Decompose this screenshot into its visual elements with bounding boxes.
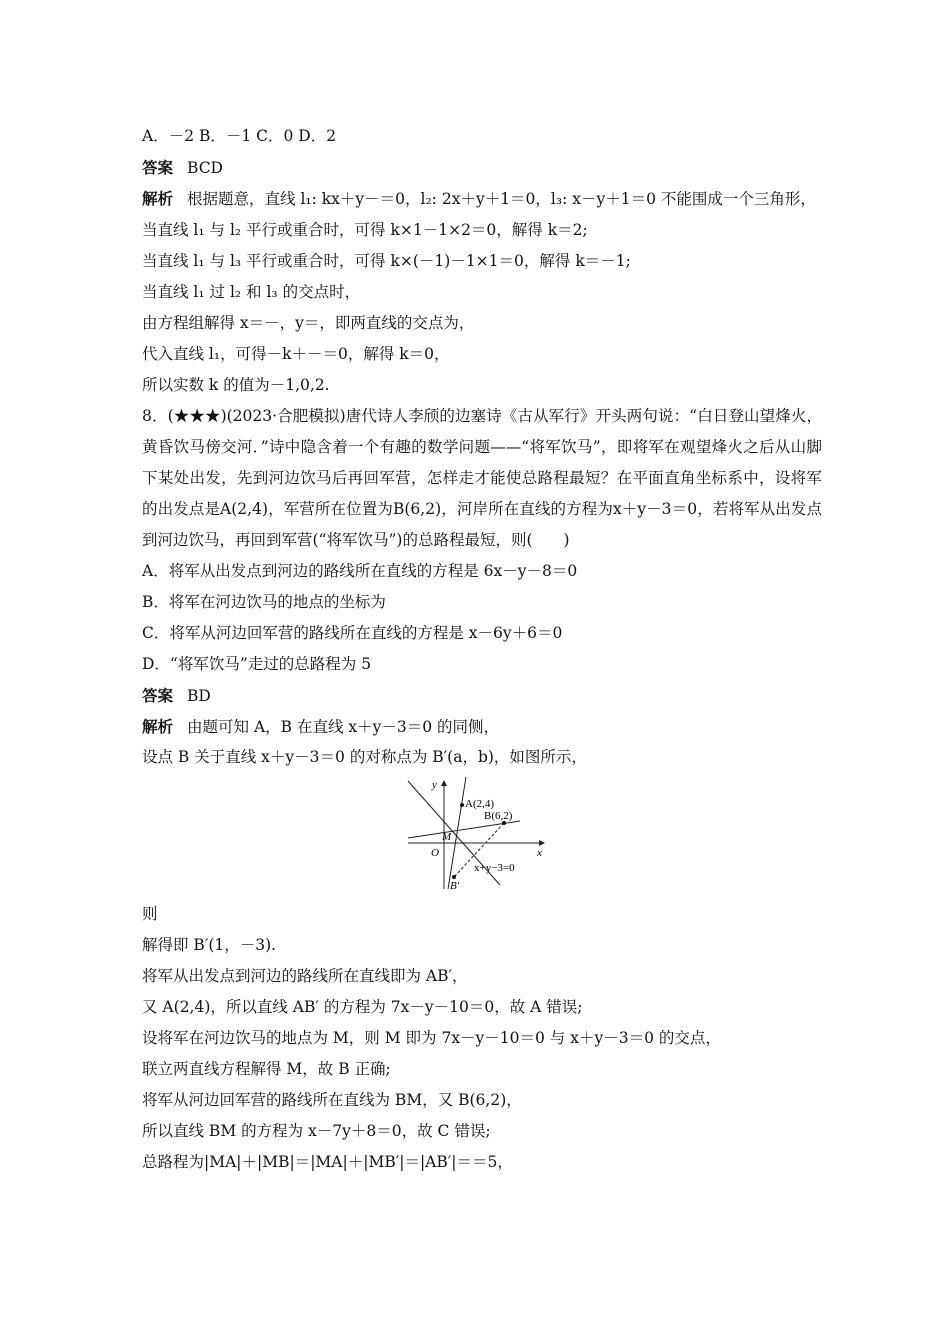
q7-analysis-line: 由方程组解得 x＝－，y＝，即两直线的交点为， bbox=[142, 314, 475, 332]
q8-after-line: 总路程为|MA|＋|MB|＝|MA|＋|MB′|＝|AB′|＝＝5， bbox=[142, 1153, 513, 1171]
coordinate-diagram bbox=[404, 775, 554, 893]
q8-setup: 设点 B 关于直线 x＋y－3＝0 的对称点为 B′(a，b)，如图所示， bbox=[142, 748, 587, 766]
label-y: y bbox=[432, 779, 437, 791]
q7-analysis-line: 当直线 l₁ 过 l₂ 和 l₃ 的交点时， bbox=[142, 283, 361, 301]
q7-analysis-line: 当直线 l₁ 与 l₂ 平行或重合时，可得 k×1－1×2＝0，解得 k＝2; bbox=[142, 221, 588, 239]
label-x: x bbox=[537, 847, 542, 859]
q8-option-d: D．“将军饮马”走过的总路程为 5 bbox=[142, 655, 372, 673]
q8-option-a: A．将军从出发点到河边的路线所在直线的方程是 6x－y－8＝0 bbox=[142, 562, 578, 580]
q8-option-b: B．将军在河边饮马的地点的坐标为 bbox=[142, 593, 386, 611]
q8-analysis-text: 由题可知 A，B 在直线 x＋y－3＝0 的同侧， bbox=[187, 718, 500, 736]
q8-after-line: 所以直线 BM 的方程为 x－7y＋8＝0，故 C 错误; bbox=[142, 1122, 491, 1140]
q8-answer: BD bbox=[187, 687, 211, 705]
analysis-label: 解析 bbox=[142, 717, 174, 736]
answer-label: 答案 bbox=[142, 686, 174, 705]
q8-after-line: 则 bbox=[142, 905, 158, 923]
q8-after-line: 将军从出发点到河边的路线所在直线即为 AB′， bbox=[142, 967, 468, 985]
analysis-label: 解析 bbox=[142, 189, 174, 208]
q7-analysis-line: 代入直线 l₁，可得－k＋－＝0，解得 k＝0， bbox=[142, 345, 450, 363]
label-m: M bbox=[442, 831, 452, 843]
reflection-figure bbox=[142, 775, 822, 893]
q7-answer: BCD bbox=[187, 159, 223, 177]
q8-after-line: 将军从河边回军营的路线所在直线为 BM，又 B(6,2)， bbox=[142, 1091, 522, 1109]
q8-after-line: 解得即 B′(1，－3). bbox=[142, 936, 277, 954]
label-a: A(2,4) bbox=[465, 798, 495, 810]
q8-stem: 8．(★★★)(2023·合肥模拟)唐代诗人李颀的边塞诗《古从军行》开头两句说：“白日登山望烽火，黄昏饮马傍交河．”诗中隐含着一个有趣的数学问题——“将军饮马”，即将军在观望烽火之后从山脚下某处出发，先到河边饮马后再回军营，怎样走才能使总路程最短？在平面直角坐标系中，设将军的出发点是A(2,4)，军营所在位置为B(6,2)，河岸所在直线的方程为x＋y－3＝0，若将军从出发点到河边饮马，再回到军营(“将军饮马”)的总路程最短，则( ) bbox=[142, 407, 822, 549]
answer-label: 答案 bbox=[142, 158, 174, 177]
label-bprime: B′ bbox=[450, 880, 460, 892]
point-a bbox=[460, 803, 464, 807]
q8-answer-row bbox=[142, 680, 822, 711]
document-page bbox=[142, 121, 822, 1178]
q7-options: A．－2 B．－1 C．0 D．2 bbox=[142, 127, 337, 145]
q7-answer-row bbox=[142, 152, 822, 183]
q8-after-line: 设将军在河边饮马的地点为 M，则 M 即为 7x－y－10＝0 与 x＋y－3＝0 的交点， bbox=[142, 1029, 721, 1047]
label-river-line: x+y−3=0 bbox=[474, 862, 515, 874]
q7-analysis-first bbox=[142, 183, 822, 215]
q8-after-line: 又 A(2,4)，所以直线 AB′ 的方程为 7x－y－10＝0，故 A 错误; bbox=[142, 998, 583, 1016]
label-origin: O bbox=[431, 847, 439, 859]
q7-analysis-line: 所以实数 k 的值为－1,0,2. bbox=[142, 376, 330, 394]
label-b: B(6,2) bbox=[484, 810, 513, 822]
q8-analysis-first bbox=[142, 711, 822, 742]
q8-option-c: C．将军从河边回军营的路线所在直线的方程是 x－6y＋6＝0 bbox=[142, 624, 563, 642]
q7-analysis-text: 根据题意，直线 l₁: kx＋y－＝0，l₂: 2x＋y＋1＝0，l₃: x－y＋1＝0 不能围成一个三角形， bbox=[187, 190, 816, 208]
point-bprime bbox=[452, 875, 456, 879]
q8-after-line: 联立两直线方程解得 M，故 B 正确; bbox=[142, 1060, 391, 1078]
q7-analysis-line: 当直线 l₁ 与 l₃ 平行或重合时，可得 k×(－1)－1×1＝0，解得 k＝－1; bbox=[142, 252, 631, 270]
